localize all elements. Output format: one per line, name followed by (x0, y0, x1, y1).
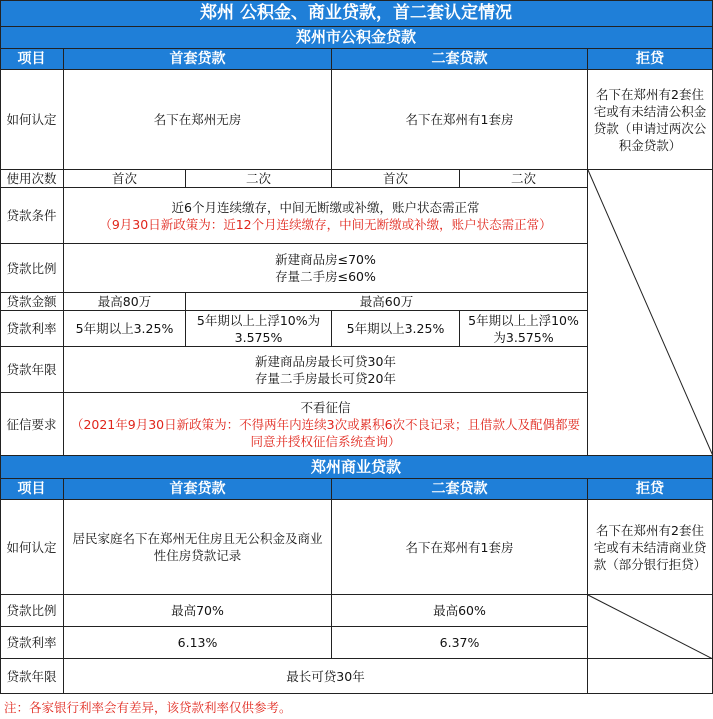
cm-identify-label: 如何认定 (0, 500, 64, 595)
pf-reject-empty (588, 170, 713, 456)
cm-rate-second: 6.37% (332, 627, 588, 659)
pf-conditions-line1: 近6个月连续缴存，中间无断缴或补缴，账户状态需正常 (171, 199, 480, 215)
cm-identify-reject: 名下在郑州有2套住宅或有未结清商业贷款（部分银行拒贷） (588, 500, 713, 595)
pf-credit-line1: 不看征信 (300, 399, 351, 415)
cm-reject-empty (588, 595, 713, 659)
pf-term-label: 贷款年限 (0, 347, 64, 393)
pf-header-item: 项目 (0, 49, 64, 70)
pf-rate-second-1: 5年期以上3.25% (332, 311, 460, 347)
cm-rate-first: 6.13% (64, 627, 332, 659)
pf-uses-first-2: 二次 (186, 170, 332, 188)
pf-identify-first: 名下在郑州无房 (64, 70, 332, 170)
pf-uses-second-1: 首次 (332, 170, 460, 188)
pf-ratio-line1: 新建商品房≤70% (275, 252, 376, 267)
pf-rate-first-1: 5年期以上3.25% (64, 311, 186, 347)
pf-rate-label: 贷款利率 (0, 311, 64, 347)
cm-term-reject-empty (588, 659, 713, 694)
pf-rate-first-2: 5年期以上上浮10%为3.575% (186, 311, 332, 347)
pf-uses-label: 使用次数 (0, 170, 64, 188)
pf-header-reject: 拒贷 (588, 49, 713, 70)
pf-credit-line2: （2021年9月30日新政策为：不得两年内连续3次或累积6次不良记录；且借款人及配偶都要同意并授权征信系统查询） (70, 416, 581, 449)
pf-conditions-line2: （9月30日新政策为：近12个月连续缴存，中间无断缴或补缴，账户状态需正常） (99, 216, 552, 232)
pf-ratio-line2: 存量二手房≤60% (275, 269, 376, 284)
pf-identify-reject: 名下在郑州有2套住宅或有未结清公积金贷款（申请过两次公积金贷款） (588, 70, 713, 170)
pf-ratio-label: 贷款比例 (0, 244, 64, 293)
cm-identify-first: 居民家庭名下在郑州无住房且无公积金及商业性住房贷款记录 (64, 500, 332, 595)
pf-uses-second-2: 二次 (460, 170, 588, 188)
pf-term-line1: 新建商品房最长可贷30年 (255, 353, 396, 369)
cm-section-band: 郑州商业贷款 (0, 456, 713, 479)
cm-header-second: 二套贷款 (332, 479, 588, 500)
pf-identify-label: 如何认定 (0, 70, 64, 170)
pf-rate-second-2: 5年期以上上浮10%为3.575% (460, 311, 588, 347)
cm-term-label: 贷款年限 (0, 659, 64, 694)
pf-term-value (64, 347, 588, 393)
pf-amount-first: 最高80万 (64, 293, 186, 311)
cm-header-item: 项目 (0, 479, 64, 500)
pf-amount-rest: 最高60万 (186, 293, 588, 311)
sheet-title: 郑州 公积金、商业贷款，首二套认定情况 (0, 0, 713, 27)
cm-rate-label: 贷款利率 (0, 627, 64, 659)
pf-amount-label: 贷款金额 (0, 293, 64, 311)
pf-conditions-value (64, 188, 588, 244)
pf-uses-first-1: 首次 (64, 170, 186, 188)
pf-ratio-value (64, 244, 588, 293)
cm-term-value: 最长可贷30年 (64, 659, 588, 694)
pf-header-second: 二套贷款 (332, 49, 588, 70)
pf-credit-label: 征信要求 (0, 393, 64, 456)
cm-header-reject: 拒贷 (588, 479, 713, 500)
cm-ratio-second: 最高60% (332, 595, 588, 627)
pf-conditions-label: 贷款条件 (0, 188, 64, 244)
pf-credit-value (64, 393, 588, 456)
footnote: 注：各家银行利率会有差异，该贷款利率仅供参考。 (4, 700, 292, 715)
cm-ratio-label: 贷款比例 (0, 595, 64, 627)
pf-identify-second: 名下在郑州有1套房 (332, 70, 588, 170)
pf-section-band: 郑州市公积金贷款 (0, 27, 713, 49)
cm-ratio-first: 最高70% (64, 595, 332, 627)
cm-header-first: 首套贷款 (64, 479, 332, 500)
cm-identify-second: 名下在郑州有1套房 (332, 500, 588, 595)
pf-term-line2: 存量二手房最长可贷20年 (255, 370, 396, 386)
pf-header-first: 首套贷款 (64, 49, 332, 70)
